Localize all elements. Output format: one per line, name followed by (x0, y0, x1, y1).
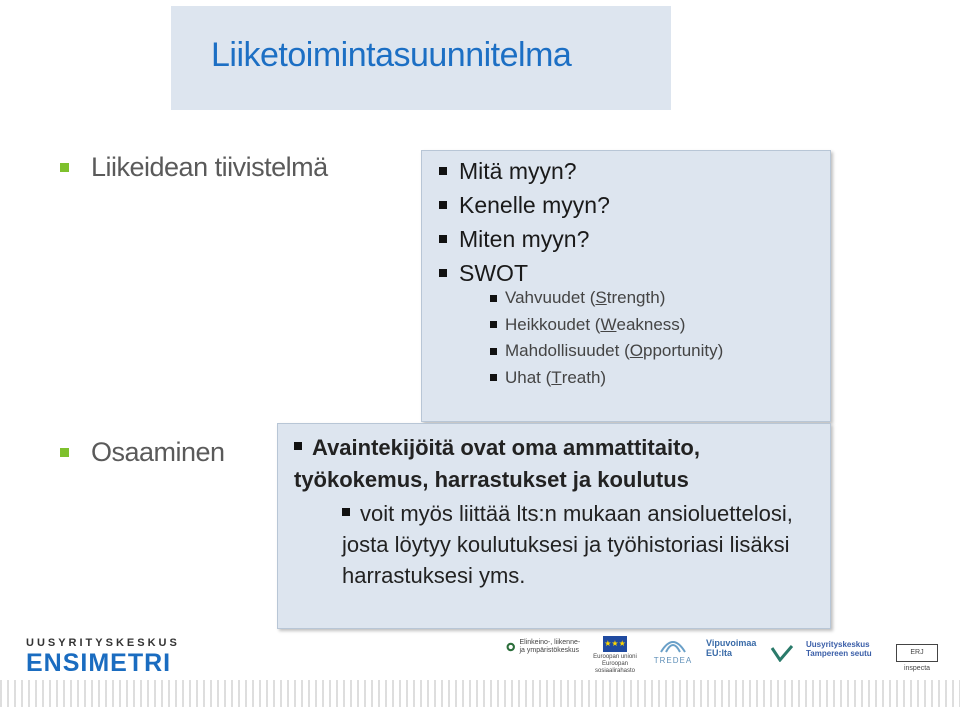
skills-box (277, 423, 831, 629)
decorative-stripe (0, 680, 960, 707)
left-bullet-summary (60, 152, 328, 183)
list-item: Mitä myyn? (439, 154, 610, 188)
ensimetri-logo: UUSYRITYSKESKUS ENSIMETRI (26, 637, 180, 677)
vipuvoimaa-logo: Vipuvoimaa EU:lta (706, 638, 757, 658)
list-item: Kenelle myyn? (439, 188, 610, 222)
checkmark-logo (770, 644, 794, 664)
square-bullet-icon (490, 321, 497, 328)
list-item: SWOT (439, 256, 610, 290)
skills-label: Osaaminen (91, 437, 225, 467)
inspecta-logo: ERJ inspecta (896, 644, 938, 662)
square-bullet-icon (490, 348, 497, 355)
swot-item: Mahdollisuudet ( O pportunity) (490, 338, 723, 365)
summary-box (421, 150, 831, 422)
list-item: Miten myyn? (439, 222, 610, 256)
square-bullet-icon (490, 374, 497, 381)
question-list (439, 154, 610, 290)
page-title: Liiketoimintasuunnitelma (211, 36, 572, 74)
title-box (171, 6, 671, 110)
square-bullet-icon (439, 269, 447, 277)
ely-emblem-icon (506, 638, 516, 656)
swot-list (490, 285, 723, 391)
uusyrityskeskus-tampere-logo: Uusyrityskeskus Tampereen seutu (806, 640, 872, 658)
skills-main-text: Avaintekijöitä ovat oma ammattitaito, työkokemus, harrastukset ja koulutus (294, 435, 700, 492)
left-bullet-skills (60, 437, 225, 468)
swot-item: Heikkoudet ( W eakness) (490, 312, 723, 339)
sponsor-logos (500, 630, 950, 675)
square-bullet-icon (439, 167, 447, 175)
green-bullet-icon (60, 163, 69, 172)
tredea-emblem-icon (658, 632, 688, 654)
tredea-logo: TREDEA (648, 632, 698, 665)
square-bullet-icon (439, 201, 447, 209)
swot-item: Vahvuudet ( S trength) (490, 285, 723, 312)
ely-logo: Elinkeino-, liikenne- ja ympäristökeskus (506, 638, 584, 656)
eu-flag-icon: ★★★ (603, 636, 627, 652)
square-bullet-icon (439, 235, 447, 243)
checkmark-icon (770, 644, 794, 662)
square-bullet-icon (294, 442, 302, 450)
eu-logo: ★★★ Euroopan unioni Euroopan sosiaalirahasto (586, 636, 644, 675)
summary-label: Liikeidean tiivistelmä (91, 152, 328, 182)
green-bullet-icon (60, 448, 69, 457)
square-bullet-icon (490, 295, 497, 302)
square-bullet-icon (342, 508, 350, 516)
swot-item: Uhat ( T reath) (490, 365, 723, 392)
skills-sub-text: voit myös liittää lts:n mukaan ansioluettelosi, josta löytyy koulutuksesi ja työhistoriasi lisäksi harrastuksesi yms. (342, 501, 793, 588)
